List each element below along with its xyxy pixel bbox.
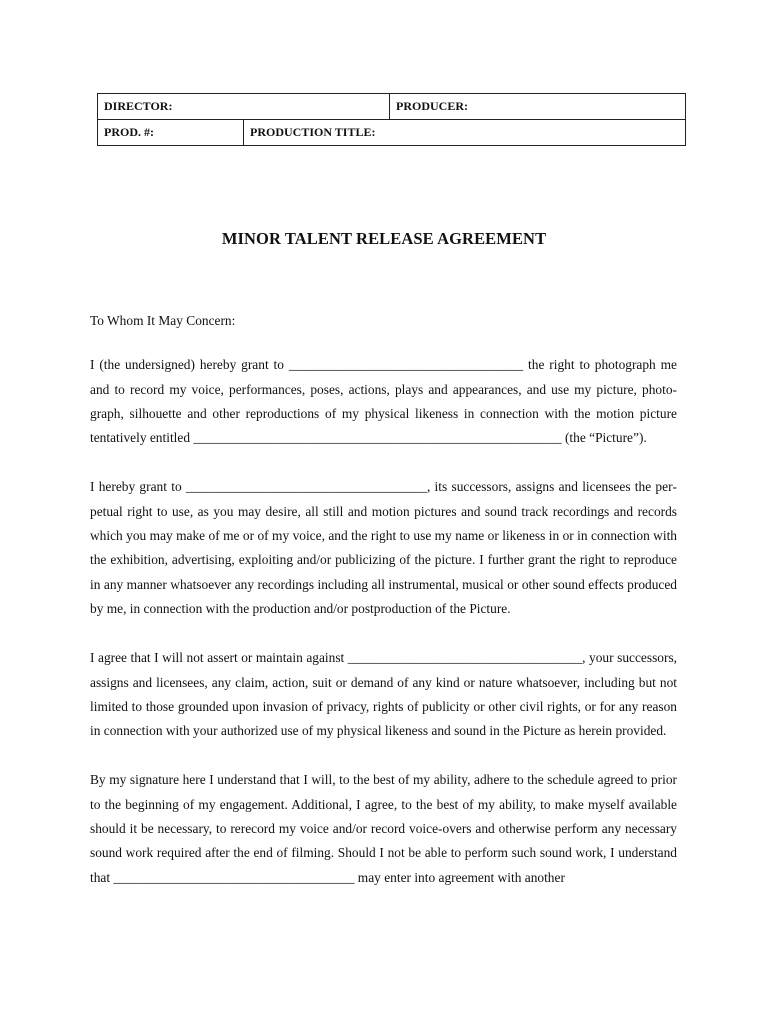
paragraph-no-claims: I agree that I will not assert or maintain against ___________________________________, your successors, assigns and licensees, any claim, action, suit or demand of any kind or nature whatsoever, including but not limited to those grounded upon invasion of privacy, rights of publicity or other civil rights, or for any reason in connection with your authorized use of my physical likeness and sound in the Picture as herein provided.	[90, 650, 677, 739]
paragraph-schedule-agreement: By my signature here I understand that I will, to the best of my ability, adhere to the schedule agreed to prior to the beginning of my engagement. Additional, I agree, to the best of my ability, to make myself available should it be necessary, to rerecord my voice and/or record voice-overs and otherwise perform any necessary sound work required after the end of filming. Should I not be able to perform such sound work, I understand that ____________________________________ may enter into agreement with another	[90, 772, 677, 885]
production-info-table	[97, 93, 686, 146]
paragraph-grant-photograph: I (the undersigned) hereby grant to ___________________________________ the right to photograph me and to record my voice, performances, poses, actions, plays and appearances, and use my picture, photograph, silhouette and other reproductions of my physical likeness in connection with the motion picture tentatively entitled _______________________________________________________ (the “Picture”).	[90, 357, 677, 446]
production-title-cell	[244, 120, 686, 146]
director-label: DIRECTOR:	[104, 99, 173, 113]
prod-no-cell	[98, 120, 244, 146]
director-cell	[98, 94, 390, 120]
header-row-2	[98, 120, 686, 146]
prod-no-label: PROD. #:	[104, 125, 154, 139]
document-title: MINOR TALENT RELEASE AGREEMENT	[221, 229, 547, 248]
producer-label: PRODUCER:	[396, 99, 468, 113]
paragraph-grant-rights: I hereby grant to ____________________________________, its successors, assigns and licensees the perpetual right to use, as you may desire, all still and motion pictures and sound track recordings and records which you may make of me or of my voice, and the right to use my name or likeness in or in connection with the exhibition, advertising, exploiting and/or publicizing of the picture. I further grant the right to reproduce in any manner whatsoever any recordings including all instrumental, musical or other sound effects produced by me, in connection with the production and/or postproduction of the Picture.	[90, 479, 677, 616]
production-title-label: PRODUCTION TITLE:	[250, 125, 376, 139]
header-row-1	[98, 94, 686, 120]
producer-cell	[390, 94, 686, 120]
salutation: To Whom It May Concern:	[90, 313, 236, 328]
document-body	[90, 309, 677, 890]
